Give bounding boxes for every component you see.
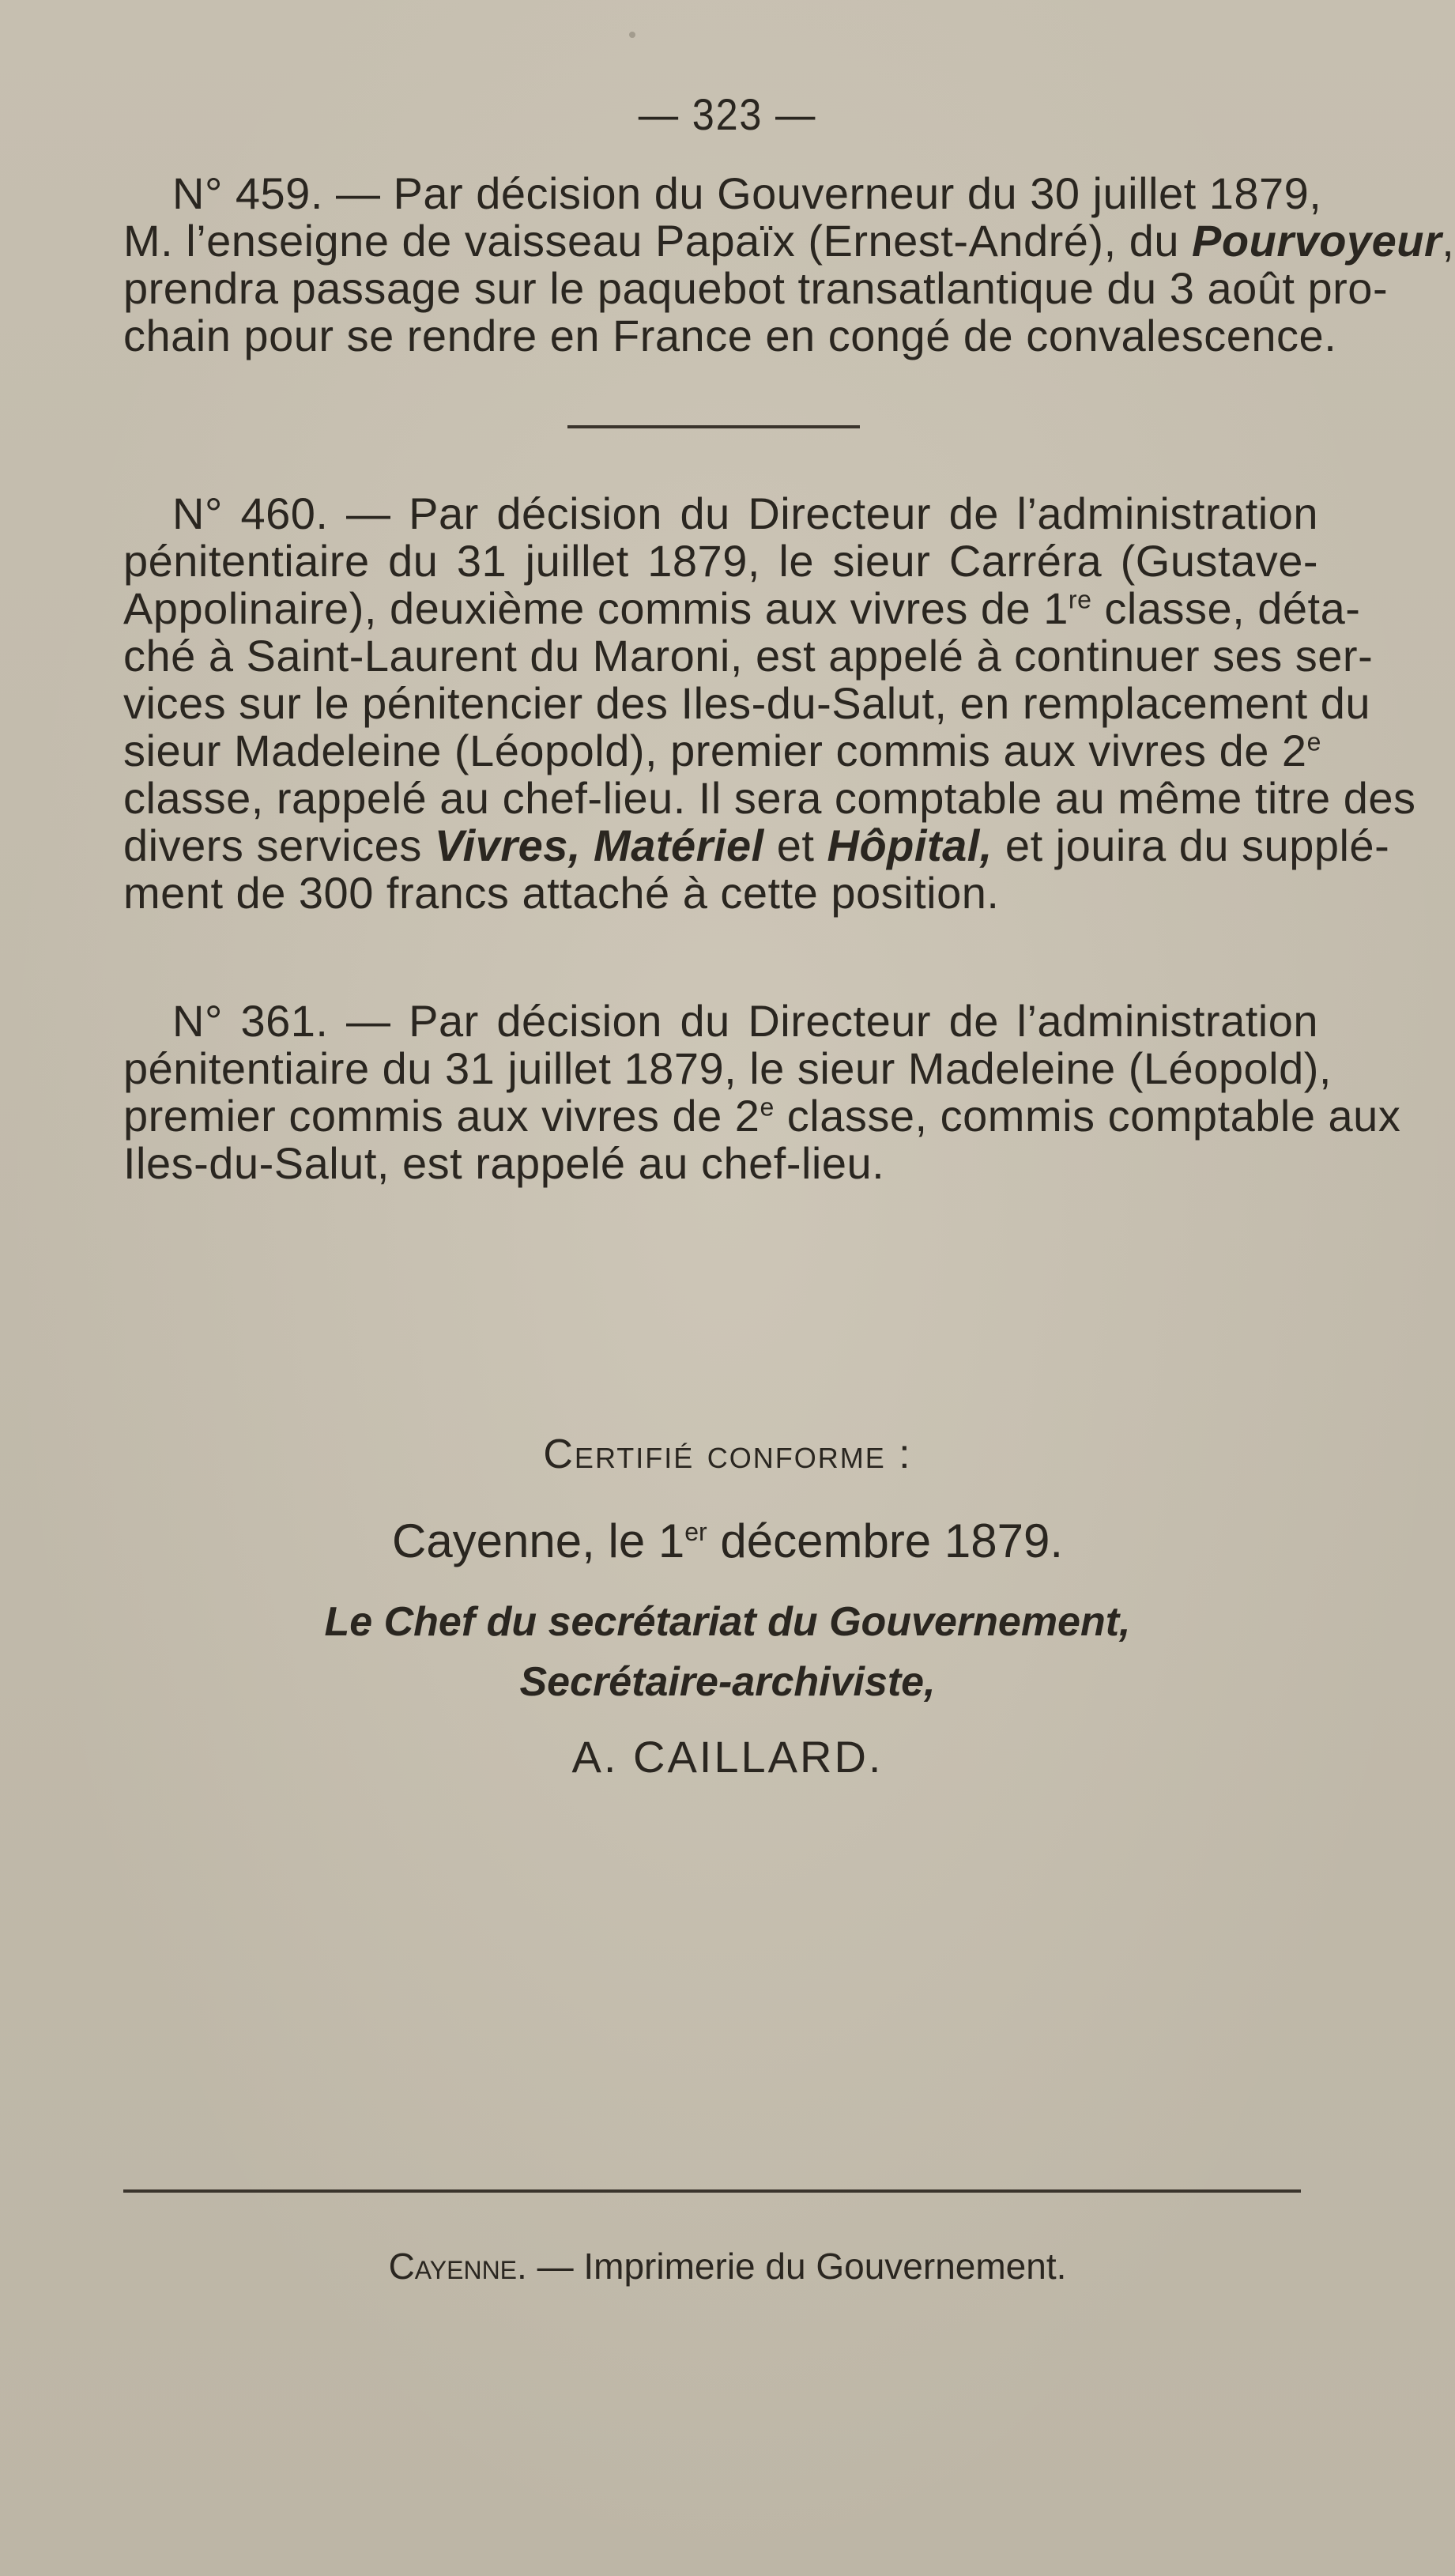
certification-date-prefix: Cayenne, le 1 [391,1514,685,1567]
certification-title: Certifié conforme : [543,1431,912,1477]
service-vivres-materiel: Vivres, Matériel [434,820,764,870]
entry-361-line-2: pénitentiaire du 31 juillet 1879, le sieur Madeleine (Léopold), [123,1043,1332,1093]
entry-361-line-3 [123,1091,1401,1141]
superscript-e: e [1306,727,1321,756]
entry-460-line-6 [123,726,1321,775]
superscript-re: re [1068,585,1092,614]
entry-460-line-7: classe, rappelé au chef-lieu. Il sera comptable au même titre des [123,773,1416,823]
certification-date [0,1514,1455,1568]
entry-460-line-8-text: divers services [123,820,435,870]
imprint-text: Imprimerie du Gouvernement. [583,2246,1067,2287]
entry-459-line-3: prendra passage sur le paquebot transatlantique du 3 août pro- [123,263,1389,313]
entry-460 [123,488,1416,918]
footer-rule [123,2189,1301,2193]
entry-460-line-6-text: sieur Madeleine (Léopold), premier commis aux vivres de 2 [123,726,1307,775]
entry-361-line-1: N° 361. — Par décision du Directeur de l’administration [172,996,1318,1046]
entry-460-line-9: ment de 300 francs attaché à cette position. [123,868,1000,918]
ship-name: Pourvoyeur [1192,216,1442,266]
entry-361-line-3-text: premier commis aux vivres de 2 [123,1091,760,1141]
entry-460-line-4: ché à Saint-Laurent du Maroni, est appelé à continuer ses ser- [123,631,1374,681]
entry-460-line-8-tail: et jouira du supplé- [992,820,1390,870]
entry-459-line-1: N° 459. — Par décision du Gouverneur du 30 juillet 1879, [172,168,1322,218]
entry-460-connector: et [763,820,827,870]
entry-460-line-3 [123,583,1361,633]
entry-361-line-3-tail: classe, commis comptable aux [774,1091,1401,1141]
page-number: — 323 — [638,89,817,139]
printer-imprint [0,2245,1455,2287]
paper-speck [629,32,635,38]
service-hopital: Hôpital, [827,820,993,870]
entry-459 [123,168,1455,360]
certification-role-line-2: Secrétaire-archiviste, [519,1659,936,1705]
imprint-city: Cayenne [388,2246,518,2287]
entry-459-line-2 [123,216,1455,266]
entry-459-line-4: chain pour se rendre en France en congé de convalescence. [123,311,1337,360]
entry-460-line-8 [123,820,1390,870]
superscript-e-361: e [760,1092,775,1122]
signatory-name: A. CAILLARD. [571,1732,884,1782]
entry-460-line-3-text: Appolinaire), deuxième commis aux vivres de 1 [123,583,1069,633]
imprint-separator: . — [517,2246,584,2287]
entry-460-line-3-tail: classe, déta- [1091,583,1361,633]
entry-460-line-5: vices sur le pénitencier des Iles-du-Salut, en remplacement du [123,678,1370,728]
entry-460-line-2: pénitentiaire du 31 juillet 1879, le sieur Carréra (Gustave- [123,536,1318,586]
section-divider [567,425,860,428]
entry-459-line-2-comma: , [1442,216,1455,266]
entry-460-line-1: N° 460. — Par décision du Directeur de l’administration [172,488,1318,538]
certification-date-suffix: décembre 1879. [707,1514,1063,1567]
entry-361-line-4: Iles-du-Salut, est rappelé au chef-lieu. [123,1138,885,1188]
entry-459-line-2-text: M. l’enseigne de vaisseau Papaïx (Ernest-André), du [123,216,1193,266]
entry-361 [123,996,1401,1188]
certification-role-line-1: Le Chef du secrétariat du Gouvernement, [324,1599,1131,1645]
certification-date-sup: er [684,1518,707,1546]
